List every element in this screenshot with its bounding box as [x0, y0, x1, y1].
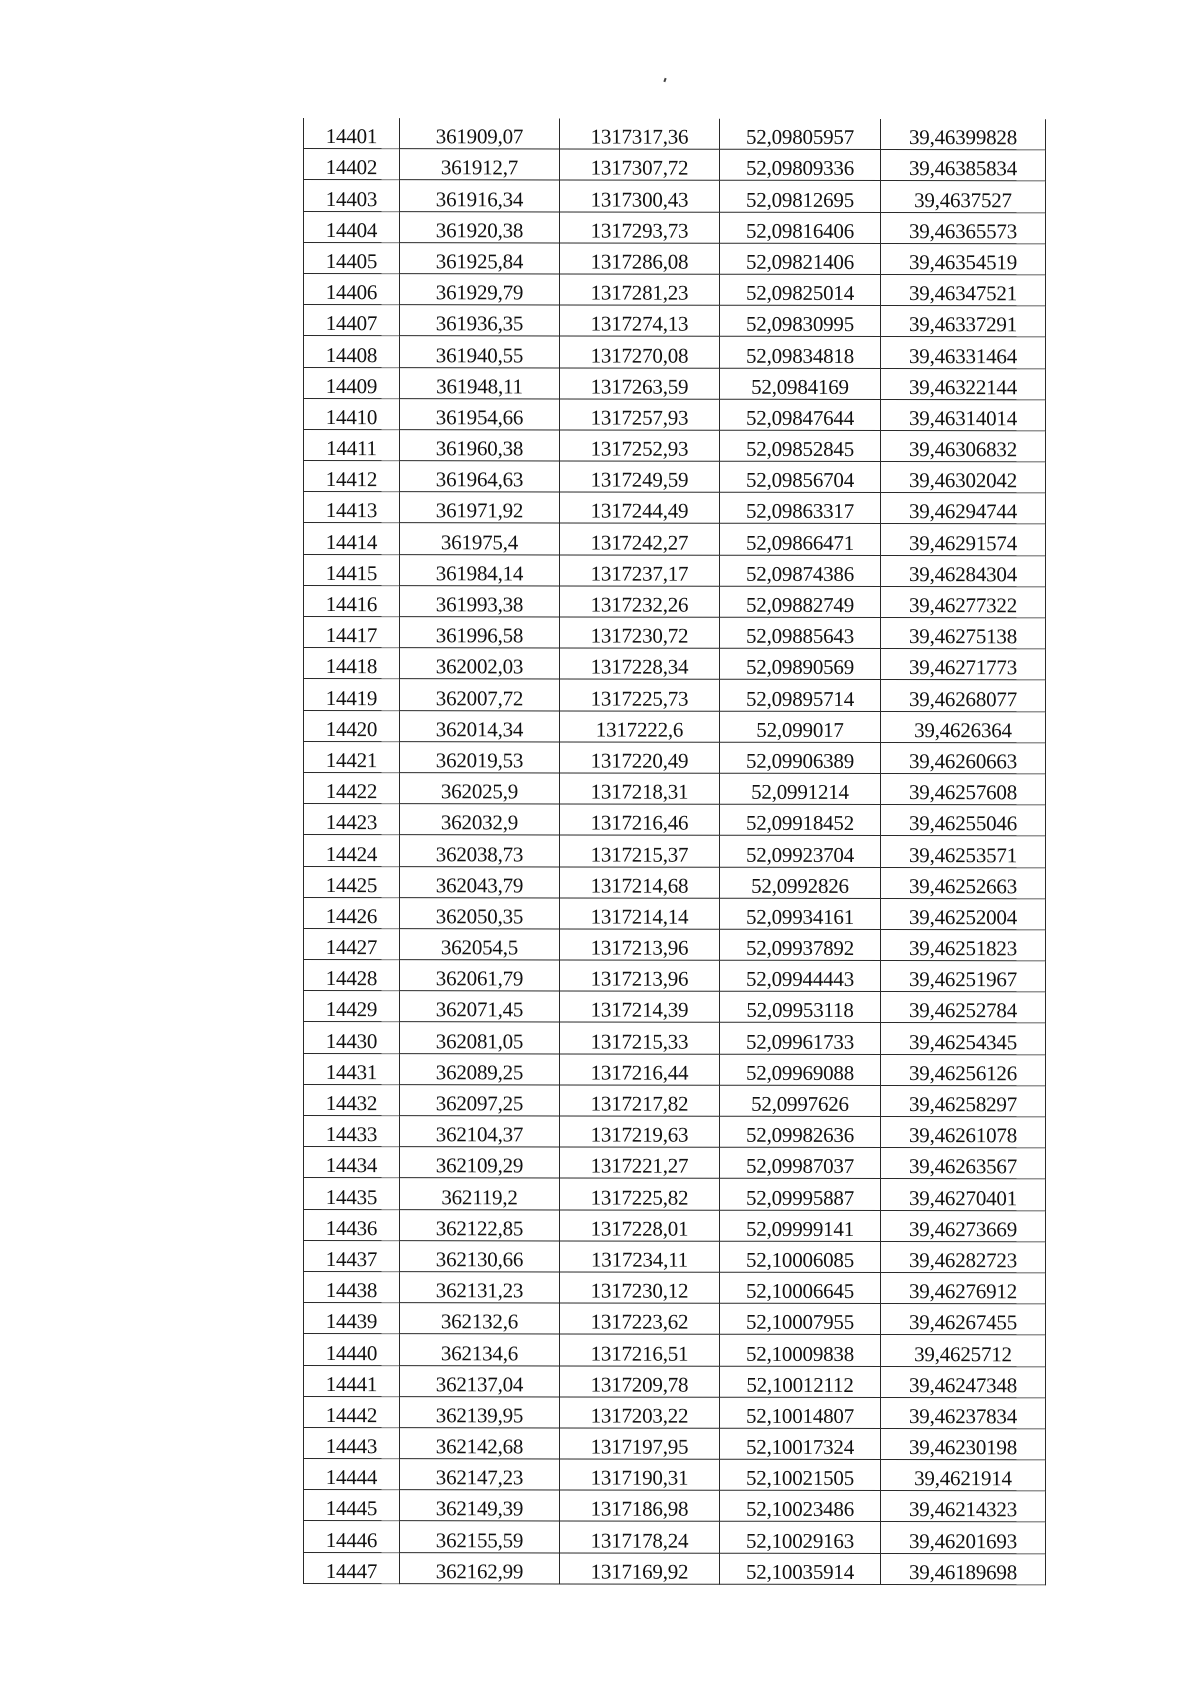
longitude-cell: 39,46255046 [881, 805, 1046, 836]
y-coordinate-cell: 1317300,43 [560, 180, 720, 211]
latitude-cell: 52,09830995 [720, 305, 881, 336]
point-number-cell: 14409 [304, 367, 400, 398]
latitude-cell: 52,09816406 [720, 212, 881, 243]
point-number-cell: 14438 [304, 1271, 400, 1302]
point-number-cell: 14424 [304, 835, 400, 866]
y-coordinate-cell: 1317222,6 [560, 711, 720, 742]
table-row [304, 242, 1046, 274]
table-row [304, 398, 1046, 430]
x-coordinate-cell: 361960,38 [400, 430, 560, 461]
longitude-cell: 39,46252004 [881, 898, 1046, 929]
longitude-cell: 39,46230198 [881, 1428, 1046, 1459]
point-number-cell: 14413 [304, 492, 400, 523]
table-row [304, 585, 1046, 617]
x-coordinate-cell: 362089,25 [400, 1053, 560, 1084]
y-coordinate-cell: 1317317,36 [560, 118, 720, 149]
table-row [304, 1147, 1046, 1179]
latitude-cell: 52,09812695 [720, 181, 881, 212]
x-coordinate-cell: 361936,35 [400, 305, 560, 336]
point-number-cell: 14431 [304, 1053, 400, 1084]
x-coordinate-cell: 362137,04 [400, 1365, 560, 1396]
x-coordinate-cell: 362054,5 [400, 929, 560, 960]
coordinates-table [303, 118, 1046, 1585]
x-coordinate-cell: 362109,29 [400, 1147, 560, 1178]
latitude-cell: 52,10017324 [720, 1428, 881, 1459]
longitude-cell: 39,46263567 [881, 1148, 1046, 1179]
table-row [304, 991, 1046, 1023]
point-number-cell: 14423 [304, 804, 400, 835]
point-number-cell: 14406 [304, 273, 400, 304]
x-coordinate-cell: 362032,9 [400, 804, 560, 835]
table-row [304, 648, 1046, 680]
longitude-cell: 39,46260663 [881, 742, 1046, 773]
point-number-cell: 14402 [304, 149, 400, 180]
point-number-cell: 14441 [304, 1365, 400, 1396]
point-number-cell: 14433 [304, 1116, 400, 1147]
y-coordinate-cell: 1317234,11 [560, 1241, 720, 1272]
latitude-cell: 52,099017 [720, 711, 881, 742]
x-coordinate-cell: 362142,68 [400, 1428, 560, 1459]
point-number-cell: 14430 [304, 1022, 400, 1053]
latitude-cell: 52,09856704 [720, 461, 881, 492]
longitude-cell: 39,46277322 [881, 586, 1046, 617]
x-coordinate-cell: 362014,34 [400, 710, 560, 741]
longitude-cell: 39,46267455 [881, 1304, 1046, 1335]
longitude-cell: 39,46302042 [881, 462, 1046, 493]
point-number-cell: 14443 [304, 1427, 400, 1458]
y-coordinate-cell: 1317257,93 [560, 399, 720, 430]
latitude-cell: 52,09805957 [720, 119, 881, 150]
y-coordinate-cell: 1317225,73 [560, 679, 720, 710]
y-coordinate-cell: 1317221,27 [560, 1147, 720, 1178]
table-row [304, 772, 1046, 804]
y-coordinate-cell: 1317286,08 [560, 243, 720, 274]
latitude-cell: 52,10021505 [720, 1459, 881, 1490]
x-coordinate-cell: 362071,45 [400, 991, 560, 1022]
y-coordinate-cell: 1317244,49 [560, 492, 720, 523]
point-number-cell: 14414 [304, 523, 400, 554]
longitude-cell: 39,46385834 [881, 150, 1046, 181]
y-coordinate-cell: 1317216,51 [560, 1334, 720, 1365]
table-row [304, 1022, 1046, 1054]
latitude-cell: 52,09937892 [720, 929, 881, 960]
longitude-cell: 39,46270401 [881, 1179, 1046, 1210]
table-row [304, 1116, 1046, 1148]
y-coordinate-cell: 1317169,92 [560, 1553, 720, 1584]
y-coordinate-cell: 1317214,68 [560, 866, 720, 897]
latitude-cell: 52,09999141 [720, 1210, 881, 1241]
latitude-cell: 52,10023486 [720, 1490, 881, 1521]
point-number-cell: 14437 [304, 1240, 400, 1271]
scan-speck [663, 78, 666, 82]
latitude-cell: 52,10012112 [720, 1366, 881, 1397]
table-row [304, 1427, 1046, 1459]
x-coordinate-cell: 361964,63 [400, 461, 560, 492]
latitude-cell: 52,10029163 [720, 1522, 881, 1553]
longitude-cell: 39,46337291 [881, 306, 1046, 337]
x-coordinate-cell: 362025,9 [400, 773, 560, 804]
longitude-cell: 39,46237834 [881, 1397, 1046, 1428]
table-row [304, 180, 1046, 212]
point-number-cell: 14428 [304, 960, 400, 991]
x-coordinate-cell: 361920,38 [400, 211, 560, 242]
y-coordinate-cell: 1317252,93 [560, 430, 720, 461]
point-number-cell: 14439 [304, 1303, 400, 1334]
longitude-cell: 39,46214323 [881, 1491, 1046, 1522]
y-coordinate-cell: 1317203,22 [560, 1397, 720, 1428]
table-row [304, 336, 1046, 368]
x-coordinate-cell: 362019,53 [400, 741, 560, 772]
latitude-cell: 52,09821406 [720, 243, 881, 274]
latitude-cell: 52,10014807 [720, 1397, 881, 1428]
point-number-cell: 14425 [304, 866, 400, 897]
x-coordinate-cell: 362132,6 [400, 1303, 560, 1334]
latitude-cell: 52,0991214 [720, 773, 881, 804]
y-coordinate-cell: 1317242,27 [560, 523, 720, 554]
table-row [304, 1365, 1046, 1397]
latitude-cell: 52,09866471 [720, 524, 881, 555]
point-number-cell: 14432 [304, 1084, 400, 1115]
latitude-cell: 52,09918452 [720, 804, 881, 835]
x-coordinate-cell: 361929,79 [400, 274, 560, 305]
table-row [304, 523, 1046, 555]
latitude-cell: 52,09995887 [720, 1179, 881, 1210]
x-coordinate-cell: 361909,07 [400, 118, 560, 149]
y-coordinate-cell: 1317218,31 [560, 773, 720, 804]
latitude-cell: 52,0997626 [720, 1085, 881, 1116]
x-coordinate-cell: 361916,34 [400, 180, 560, 211]
x-coordinate-cell: 361996,58 [400, 617, 560, 648]
table-row [304, 897, 1046, 929]
longitude-cell: 39,46252784 [881, 992, 1046, 1023]
latitude-cell: 52,09961733 [720, 1023, 881, 1054]
x-coordinate-cell: 362104,37 [400, 1116, 560, 1147]
y-coordinate-cell: 1317228,01 [560, 1210, 720, 1241]
table-row [304, 804, 1046, 836]
y-coordinate-cell: 1317228,34 [560, 648, 720, 679]
y-coordinate-cell: 1317237,17 [560, 555, 720, 586]
x-coordinate-cell: 361971,92 [400, 492, 560, 523]
latitude-cell: 52,09895714 [720, 680, 881, 711]
point-number-cell: 14412 [304, 461, 400, 492]
latitude-cell: 52,09852845 [720, 430, 881, 461]
longitude-cell: 39,46252663 [881, 867, 1046, 898]
longitude-cell: 39,46253571 [881, 836, 1046, 867]
x-coordinate-cell: 362155,59 [400, 1521, 560, 1552]
point-number-cell: 14421 [304, 741, 400, 772]
y-coordinate-cell: 1317216,44 [560, 1054, 720, 1085]
latitude-cell: 52,10006645 [720, 1272, 881, 1303]
latitude-cell: 52,09982636 [720, 1116, 881, 1147]
longitude-cell: 39,46276912 [881, 1272, 1046, 1303]
point-number-cell: 14416 [304, 585, 400, 616]
longitude-cell: 39,46257608 [881, 773, 1046, 804]
table-row [304, 1490, 1046, 1522]
longitude-cell: 39,46256126 [881, 1054, 1046, 1085]
x-coordinate-cell: 362050,35 [400, 897, 560, 928]
x-coordinate-cell: 361948,11 [400, 367, 560, 398]
longitude-cell: 39,46294744 [881, 493, 1046, 524]
longitude-cell: 39,46189698 [881, 1553, 1046, 1584]
y-coordinate-cell: 1317213,96 [560, 929, 720, 960]
point-number-cell: 14418 [304, 648, 400, 679]
longitude-cell: 39,46291574 [881, 524, 1046, 555]
table-row [304, 679, 1046, 711]
table-row [304, 866, 1046, 898]
y-coordinate-cell: 1317225,82 [560, 1178, 720, 1209]
longitude-cell: 39,46201693 [881, 1522, 1046, 1553]
y-coordinate-cell: 1317230,72 [560, 617, 720, 648]
longitude-cell: 39,4621914 [881, 1460, 1046, 1491]
longitude-cell: 39,46261078 [881, 1117, 1046, 1148]
table-row [304, 1209, 1046, 1241]
y-coordinate-cell: 1317281,23 [560, 274, 720, 305]
point-number-cell: 14446 [304, 1521, 400, 1552]
longitude-cell: 39,46354519 [881, 243, 1046, 274]
y-coordinate-cell: 1317219,63 [560, 1116, 720, 1147]
y-coordinate-cell: 1317223,62 [560, 1303, 720, 1334]
coordinates-table-body [304, 118, 1046, 1585]
table-row [304, 1271, 1046, 1303]
longitude-cell: 39,46273669 [881, 1210, 1046, 1241]
point-number-cell: 14403 [304, 180, 400, 211]
y-coordinate-cell: 1317216,46 [560, 804, 720, 835]
table-row [304, 1240, 1046, 1272]
longitude-cell: 39,46271773 [881, 649, 1046, 680]
y-coordinate-cell: 1317213,96 [560, 960, 720, 991]
table-row [304, 461, 1046, 493]
latitude-cell: 52,09934161 [720, 898, 881, 929]
point-number-cell: 14405 [304, 242, 400, 273]
latitude-cell: 52,09834818 [720, 337, 881, 368]
x-coordinate-cell: 361925,84 [400, 242, 560, 273]
point-number-cell: 14420 [304, 710, 400, 741]
latitude-cell: 52,09847644 [720, 399, 881, 430]
point-number-cell: 14422 [304, 772, 400, 803]
table-row [304, 1396, 1046, 1428]
x-coordinate-cell: 361940,55 [400, 336, 560, 367]
table-row [304, 741, 1046, 773]
point-number-cell: 14404 [304, 211, 400, 242]
y-coordinate-cell: 1317217,82 [560, 1085, 720, 1116]
point-number-cell: 14434 [304, 1147, 400, 1178]
longitude-cell: 39,46322144 [881, 368, 1046, 399]
point-number-cell: 14444 [304, 1459, 400, 1490]
table-row [304, 1459, 1046, 1491]
longitude-cell: 39,46306832 [881, 430, 1046, 461]
latitude-cell: 52,09885643 [720, 617, 881, 648]
y-coordinate-cell: 1317214,39 [560, 991, 720, 1022]
y-coordinate-cell: 1317209,78 [560, 1365, 720, 1396]
point-number-cell: 14429 [304, 991, 400, 1022]
x-coordinate-cell: 362061,79 [400, 960, 560, 991]
longitude-cell: 39,46254345 [881, 1023, 1046, 1054]
latitude-cell: 52,09890569 [720, 648, 881, 679]
table-row [304, 835, 1046, 867]
longitude-cell: 39,46314014 [881, 399, 1046, 430]
y-coordinate-cell: 1317214,14 [560, 898, 720, 929]
x-coordinate-cell: 362139,95 [400, 1396, 560, 1427]
point-number-cell: 14435 [304, 1178, 400, 1209]
latitude-cell: 52,10006085 [720, 1241, 881, 1272]
table-row [304, 554, 1046, 586]
table-row [304, 710, 1046, 742]
point-number-cell: 14408 [304, 336, 400, 367]
y-coordinate-cell: 1317197,95 [560, 1428, 720, 1459]
x-coordinate-cell: 361954,66 [400, 398, 560, 429]
longitude-cell: 39,46268077 [881, 680, 1046, 711]
table-row [304, 492, 1046, 524]
y-coordinate-cell: 1317307,72 [560, 149, 720, 180]
longitude-cell: 39,46347521 [881, 274, 1046, 305]
x-coordinate-cell: 362147,23 [400, 1459, 560, 1490]
x-coordinate-cell: 362081,05 [400, 1022, 560, 1053]
latitude-cell: 52,09906389 [720, 742, 881, 773]
x-coordinate-cell: 362134,6 [400, 1334, 560, 1365]
x-coordinate-cell: 362043,79 [400, 866, 560, 897]
longitude-cell: 39,46275138 [881, 618, 1046, 649]
table-row [304, 149, 1046, 181]
y-coordinate-cell: 1317249,59 [560, 461, 720, 492]
table-row [304, 1334, 1046, 1366]
point-number-cell: 14442 [304, 1396, 400, 1427]
x-coordinate-cell: 361993,38 [400, 585, 560, 616]
y-coordinate-cell: 1317293,73 [560, 212, 720, 243]
point-number-cell: 14407 [304, 305, 400, 336]
y-coordinate-cell: 1317274,13 [560, 305, 720, 336]
table-row [304, 1178, 1046, 1210]
latitude-cell: 52,09863317 [720, 492, 881, 523]
table-row [304, 960, 1046, 992]
x-coordinate-cell: 362038,73 [400, 835, 560, 866]
x-coordinate-cell: 362002,03 [400, 648, 560, 679]
x-coordinate-cell: 361912,7 [400, 149, 560, 180]
x-coordinate-cell: 362162,99 [400, 1552, 560, 1583]
longitude-cell: 39,46247348 [881, 1366, 1046, 1397]
longitude-cell: 39,46331464 [881, 337, 1046, 368]
longitude-cell: 39,46282723 [881, 1241, 1046, 1272]
y-coordinate-cell: 1317263,59 [560, 367, 720, 398]
x-coordinate-cell: 361984,14 [400, 554, 560, 585]
table-row [304, 1521, 1046, 1553]
table-row [304, 928, 1046, 960]
point-number-cell: 14410 [304, 398, 400, 429]
point-number-cell: 14426 [304, 897, 400, 928]
table-row [304, 211, 1046, 243]
point-number-cell: 14436 [304, 1209, 400, 1240]
x-coordinate-cell: 362122,85 [400, 1209, 560, 1240]
table-row [304, 617, 1046, 649]
table-row [304, 1053, 1046, 1085]
latitude-cell: 52,10035914 [720, 1553, 881, 1584]
longitude-cell: 39,4625712 [881, 1335, 1046, 1366]
point-number-cell: 14445 [304, 1490, 400, 1521]
latitude-cell: 52,09825014 [720, 274, 881, 305]
latitude-cell: 52,09969088 [720, 1054, 881, 1085]
x-coordinate-cell: 362130,66 [400, 1240, 560, 1271]
y-coordinate-cell: 1317215,33 [560, 1022, 720, 1053]
longitude-cell: 39,46251967 [881, 961, 1046, 992]
point-number-cell: 14447 [304, 1552, 400, 1583]
table-row [304, 1552, 1046, 1584]
x-coordinate-cell: 362097,25 [400, 1084, 560, 1115]
point-number-cell: 14440 [304, 1334, 400, 1365]
latitude-cell: 52,0992826 [720, 867, 881, 898]
table-row [304, 1303, 1046, 1335]
y-coordinate-cell: 1317270,08 [560, 336, 720, 367]
latitude-cell: 52,09882749 [720, 586, 881, 617]
point-number-cell: 14411 [304, 429, 400, 460]
latitude-cell: 52,09944443 [720, 960, 881, 991]
longitude-cell: 39,4626364 [881, 711, 1046, 742]
table-row [304, 118, 1046, 150]
latitude-cell: 52,09987037 [720, 1147, 881, 1178]
latitude-cell: 52,10007955 [720, 1303, 881, 1334]
table-row [304, 305, 1046, 337]
y-coordinate-cell: 1317230,12 [560, 1272, 720, 1303]
longitude-cell: 39,46258297 [881, 1085, 1046, 1116]
y-coordinate-cell: 1317220,49 [560, 742, 720, 773]
point-number-cell: 14415 [304, 554, 400, 585]
x-coordinate-cell: 362131,23 [400, 1272, 560, 1303]
table-row [304, 367, 1046, 399]
y-coordinate-cell: 1317190,31 [560, 1459, 720, 1490]
longitude-cell: 39,46365573 [881, 212, 1046, 243]
x-coordinate-cell: 361975,4 [400, 523, 560, 554]
latitude-cell: 52,10009838 [720, 1335, 881, 1366]
latitude-cell: 52,09953118 [720, 991, 881, 1022]
y-coordinate-cell: 1317186,98 [560, 1490, 720, 1521]
point-number-cell: 14401 [304, 118, 400, 149]
latitude-cell: 52,09923704 [720, 836, 881, 867]
point-number-cell: 14419 [304, 679, 400, 710]
point-number-cell: 14427 [304, 928, 400, 959]
longitude-cell: 39,46251823 [881, 929, 1046, 960]
latitude-cell: 52,09809336 [720, 149, 881, 180]
table-row [304, 429, 1046, 461]
y-coordinate-cell: 1317215,37 [560, 835, 720, 866]
point-number-cell: 14417 [304, 617, 400, 648]
longitude-cell: 39,4637527 [881, 181, 1046, 212]
x-coordinate-cell: 362007,72 [400, 679, 560, 710]
x-coordinate-cell: 362149,39 [400, 1490, 560, 1521]
latitude-cell: 52,09874386 [720, 555, 881, 586]
y-coordinate-cell: 1317232,26 [560, 586, 720, 617]
longitude-cell: 39,46284304 [881, 555, 1046, 586]
longitude-cell: 39,46399828 [881, 119, 1046, 150]
latitude-cell: 52,0984169 [720, 368, 881, 399]
y-coordinate-cell: 1317178,24 [560, 1521, 720, 1552]
table-row [304, 273, 1046, 305]
x-coordinate-cell: 362119,2 [400, 1178, 560, 1209]
table-row [304, 1084, 1046, 1116]
